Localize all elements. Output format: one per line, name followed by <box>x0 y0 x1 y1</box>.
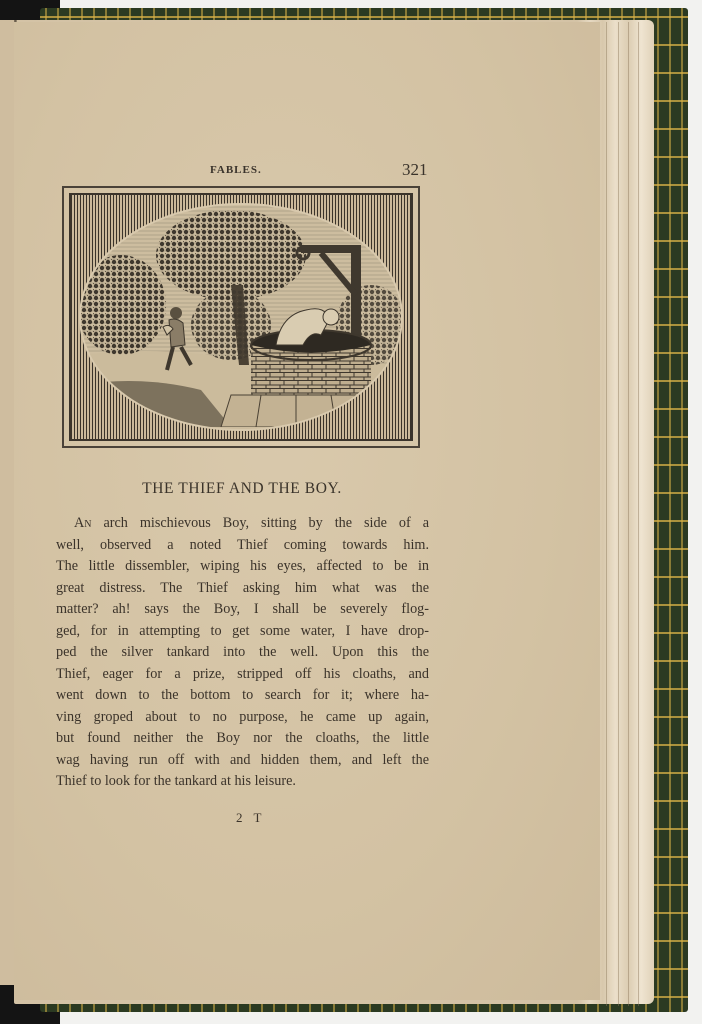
text-line: ving groped about to no purpose, he came up again, <box>56 708 429 725</box>
book-page <box>14 22 600 1000</box>
facing-page-edge <box>0 20 14 985</box>
page-edge-line <box>628 22 629 1006</box>
opening-word: An <box>74 515 92 531</box>
text-line: went down to the bottom to search for it; where ha- <box>56 687 429 703</box>
text-line: The little dissembler, wiping his eyes, affected to be in <box>56 558 429 574</box>
page-edge-line <box>618 22 619 1006</box>
page-edge-line <box>638 22 639 1006</box>
text-line: great distress. The Thief asking him what was the <box>56 579 429 596</box>
text-line: matter? ah! says the Boy, I shall be severely flog- <box>56 601 429 617</box>
illustration-hatched-border <box>69 193 413 441</box>
signature-mark: 2 T <box>236 810 266 825</box>
page-number: 321 <box>402 160 428 179</box>
text-line: Thief, eager for a prize, stripped off his cloaths, and <box>56 665 429 682</box>
running-head-title: FABLES. <box>210 164 262 176</box>
illustration-oval <box>79 203 403 431</box>
text-line: Thief to look for the tankard at his leisure. <box>56 773 296 789</box>
fable-text <box>56 513 429 793</box>
text-line: ged, for in attempting to get some water, I have drop- <box>56 622 429 639</box>
fable-title: THE THIEF AND THE BOY. <box>142 480 342 497</box>
text-line: but found neither the Boy nor the cloaths, the little <box>56 730 429 746</box>
text-line: wag having run off with and hidden them, and left the <box>56 751 429 768</box>
thief-and-boy-engraving-icon <box>81 205 403 427</box>
text-line: well, observed a noted Thief coming towards him. <box>56 536 429 553</box>
running-head <box>14 161 600 181</box>
text-line: An arch mischievous Boy, sitting by the side of a <box>74 515 429 531</box>
page-edge-line <box>606 22 607 1006</box>
illustration-frame <box>62 186 420 448</box>
text-line: ped the silver tankard into the well. Upon this the <box>56 644 429 660</box>
